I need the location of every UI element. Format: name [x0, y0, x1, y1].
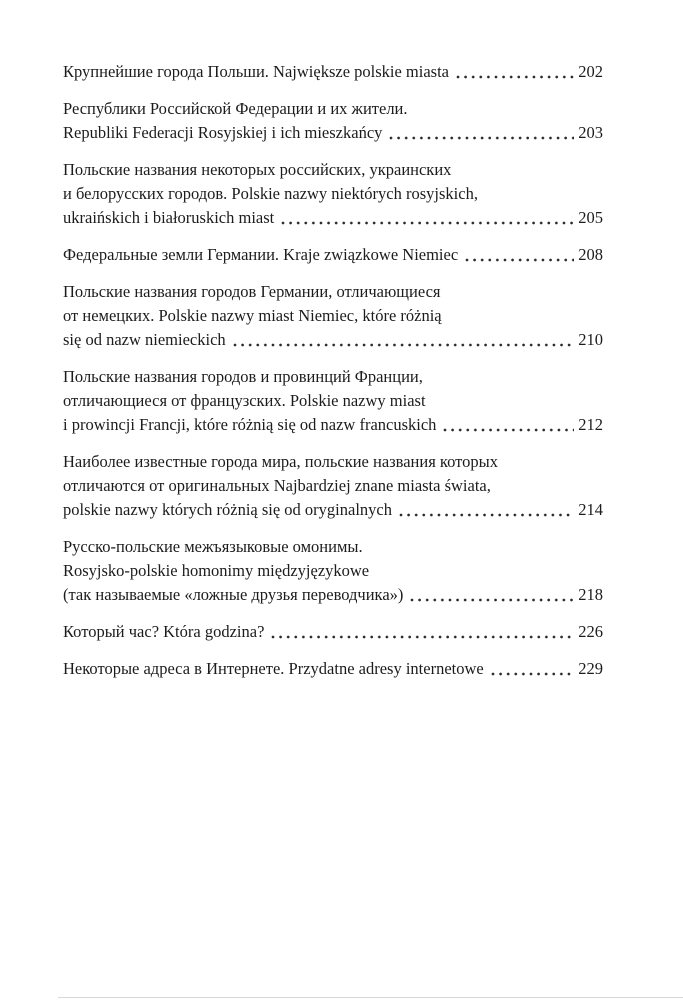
toc-page-number: 205 [578, 208, 603, 227]
toc-line: Федеральные земли Германии. Kraje związkowe Niemiec [63, 245, 459, 264]
toc-line: i prowincji Francji, które różnią się od nazw francuskich [63, 415, 437, 434]
toc-line: Который час? Która godzina? [63, 622, 265, 641]
toc-entry [63, 535, 603, 607]
toc-line: Русско-польские межъязыковые омонимы. [63, 537, 363, 556]
toc-page-number: 218 [578, 585, 603, 604]
toc-last-line [63, 657, 603, 681]
toc-line: (так называемые «ложные друзья переводчика») [63, 585, 404, 604]
toc-entry [63, 365, 603, 437]
toc-entry [63, 243, 603, 267]
toc-line: Польские названия городов и провинций Франции, [63, 367, 423, 386]
toc-leader-dots [491, 671, 575, 677]
toc-line: ukraińskich i białoruskich miast [63, 208, 275, 227]
toc-line: и белорусских городов. Polskie nazwy niektórych rosyjskich, [63, 184, 478, 203]
toc-line: Польские названия некоторых российских, украинских [63, 160, 452, 179]
toc-entry [63, 657, 603, 681]
page-scan-edge [58, 997, 683, 998]
toc-entry [63, 280, 603, 352]
toc-line: отличающиеся от французских. Polskie nazwy miast [63, 391, 426, 410]
toc-page-number: 212 [578, 415, 603, 434]
toc-last-line [63, 583, 603, 607]
toc-last-line [63, 243, 603, 267]
toc-last-line [63, 121, 603, 145]
toc-page-number: 210 [578, 330, 603, 349]
toc-page-number: 226 [578, 622, 603, 641]
toc-leader-dots [271, 634, 574, 640]
toc-page-number: 214 [578, 500, 603, 519]
toc [63, 60, 603, 694]
toc-entry [63, 60, 603, 84]
toc-line: Республики Российской Федерации и их жители. [63, 99, 408, 118]
toc-line: polskie nazwy których różnią się od oryginalnych [63, 500, 392, 519]
toc-entry [63, 158, 603, 230]
toc-line: się od nazw niemieckich [63, 330, 226, 349]
toc-leader-dots [465, 257, 574, 263]
toc-leader-dots [399, 512, 574, 518]
toc-entry [63, 450, 603, 522]
toc-line: Некоторые адреса в Интернете. Przydatne adresy internetowe [63, 659, 484, 678]
toc-last-line [63, 620, 603, 644]
toc-leader-dots [410, 597, 574, 603]
toc-line: Крупнейшие города Польши. Największe polskie miasta [63, 62, 450, 81]
toc-line: Rosyjsko-polskie homonimy międzyjęzykowe [63, 561, 370, 580]
toc-line: от немецких. Polskie nazwy miast Niemiec, które różnią [63, 306, 442, 325]
toc-page-number: 208 [578, 245, 603, 264]
toc-leader-dots [281, 220, 574, 226]
toc-last-line [63, 60, 603, 84]
toc-line: Польские названия городов Германии, отличающиеся [63, 282, 441, 301]
toc-leader-dots [389, 135, 574, 141]
toc-line: Republiki Federacji Rosyjskiej i ich mieszkańcy [63, 123, 383, 142]
toc-entry [63, 97, 603, 145]
toc-last-line [63, 206, 603, 230]
toc-last-line [63, 328, 603, 352]
toc-leader-dots [443, 427, 574, 433]
toc-page-number: 203 [578, 123, 603, 142]
toc-last-line [63, 498, 603, 522]
toc-line: Наиболее известные города мира, польские названия которых [63, 452, 498, 471]
toc-leader-dots [233, 342, 575, 348]
toc-leader-dots [456, 74, 574, 80]
toc-last-line [63, 413, 603, 437]
toc-page-number: 229 [578, 659, 603, 678]
toc-line: отличаются от оригинальных Najbardziej znane miasta świata, [63, 476, 491, 495]
toc-page-number: 202 [578, 62, 603, 81]
toc-entry [63, 620, 603, 644]
